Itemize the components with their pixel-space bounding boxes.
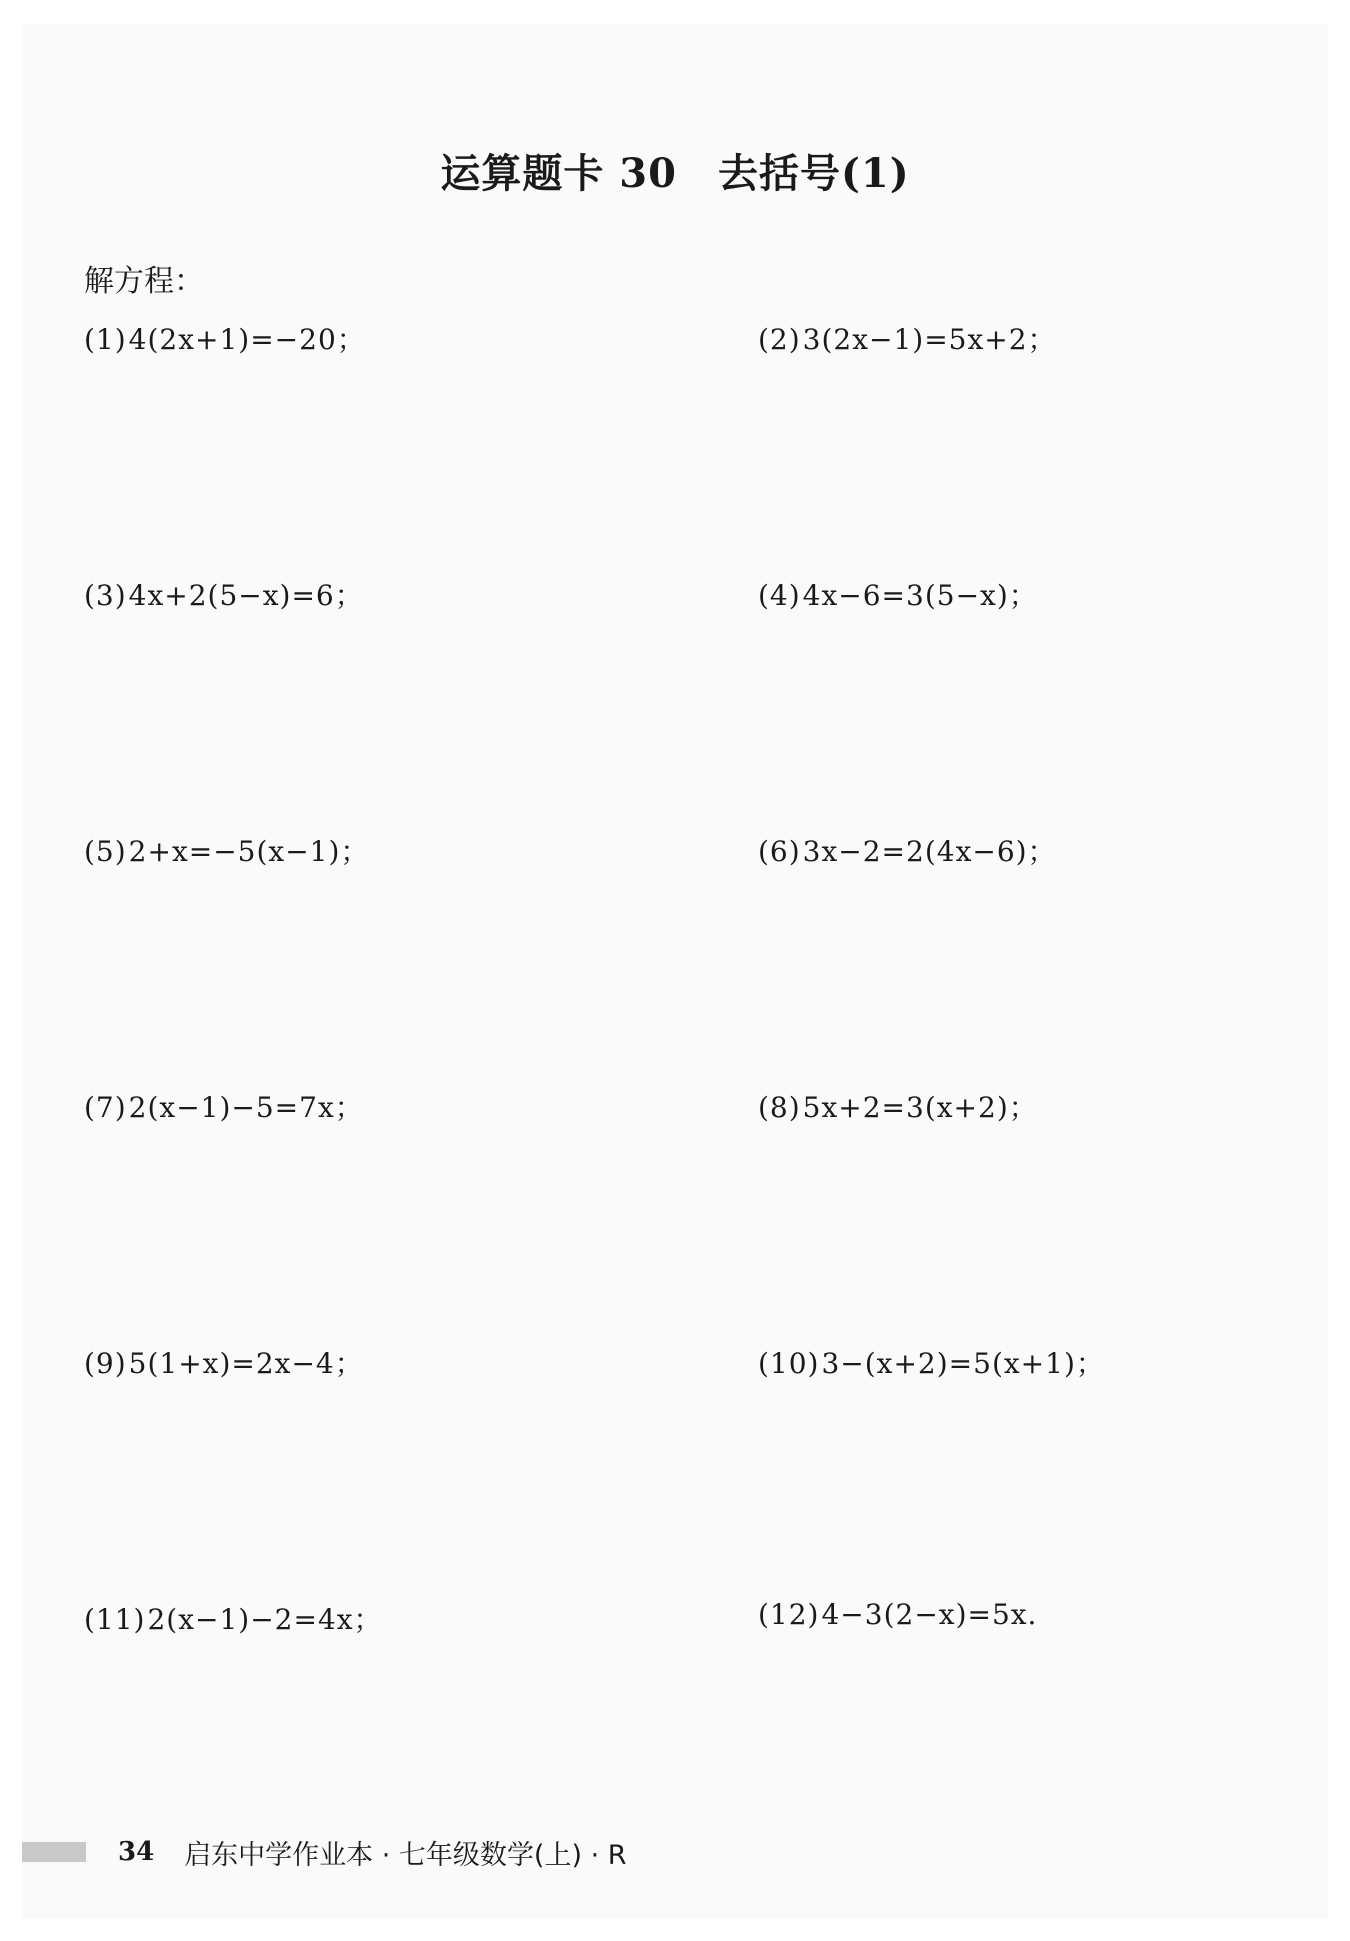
footer-gray-bar bbox=[22, 1842, 86, 1862]
page-title: 运算题卡 30 去括号(1) bbox=[440, 150, 910, 197]
problem-1 bbox=[84, 318, 366, 358]
problem-number: (12) bbox=[758, 1598, 820, 1631]
problem-number: (11) bbox=[84, 1603, 146, 1636]
problem-6 bbox=[758, 830, 1057, 870]
problem-equation: 2+x=−5(x−1)； bbox=[128, 835, 370, 868]
problem-equation: 3(2x−1)=5x+2； bbox=[802, 323, 1057, 356]
problem-2 bbox=[758, 318, 1057, 358]
problem-equation: 5x+2=3(x+2)； bbox=[802, 1091, 1038, 1124]
problem-7 bbox=[84, 1086, 364, 1126]
instruction-text: 解方程： bbox=[84, 264, 204, 299]
problem-number: (1) bbox=[84, 323, 127, 356]
problem-number: (7) bbox=[84, 1091, 127, 1124]
problem-number: (5) bbox=[84, 835, 127, 868]
problem-equation: 3−(x+2)=5(x+1)； bbox=[821, 1347, 1105, 1380]
problem-equation: 4x+2(5−x)=6； bbox=[128, 579, 364, 612]
problem-number: (4) bbox=[758, 579, 801, 612]
problem-number: (2) bbox=[758, 323, 801, 356]
problem-11 bbox=[84, 1598, 383, 1638]
problem-equation: 2(x−1)−5=7x； bbox=[128, 1091, 364, 1124]
problem-5 bbox=[84, 830, 369, 870]
problem-4 bbox=[758, 574, 1038, 614]
problem-3 bbox=[84, 574, 364, 614]
problem-number: (8) bbox=[758, 1091, 801, 1124]
problem-equation: 3x−2=2(4x−6)； bbox=[802, 835, 1057, 868]
page-footer bbox=[22, 1832, 627, 1872]
problem-equation: 2(x−1)−2=4x； bbox=[147, 1603, 383, 1636]
book-title: 启东中学作业本 · 七年级数学(上) · R bbox=[184, 1839, 627, 1871]
problem-number: (3) bbox=[84, 579, 127, 612]
problem-10 bbox=[758, 1342, 1105, 1382]
problem-8 bbox=[758, 1086, 1038, 1126]
problem-equation: 4x−6=3(5−x)； bbox=[802, 579, 1038, 612]
problem-equation: 4−3(2−x)=5x. bbox=[821, 1598, 1038, 1631]
problem-12 bbox=[758, 1598, 1037, 1631]
problem-equation: 4(2x+1)=−20； bbox=[128, 323, 366, 356]
page-number: 34 bbox=[118, 1837, 155, 1867]
problem-number: (10) bbox=[758, 1347, 820, 1380]
problem-number: (9) bbox=[84, 1347, 127, 1380]
problem-9 bbox=[84, 1342, 364, 1382]
problem-equation: 5(1+x)=2x−4； bbox=[128, 1347, 364, 1380]
problem-number: (6) bbox=[758, 835, 801, 868]
